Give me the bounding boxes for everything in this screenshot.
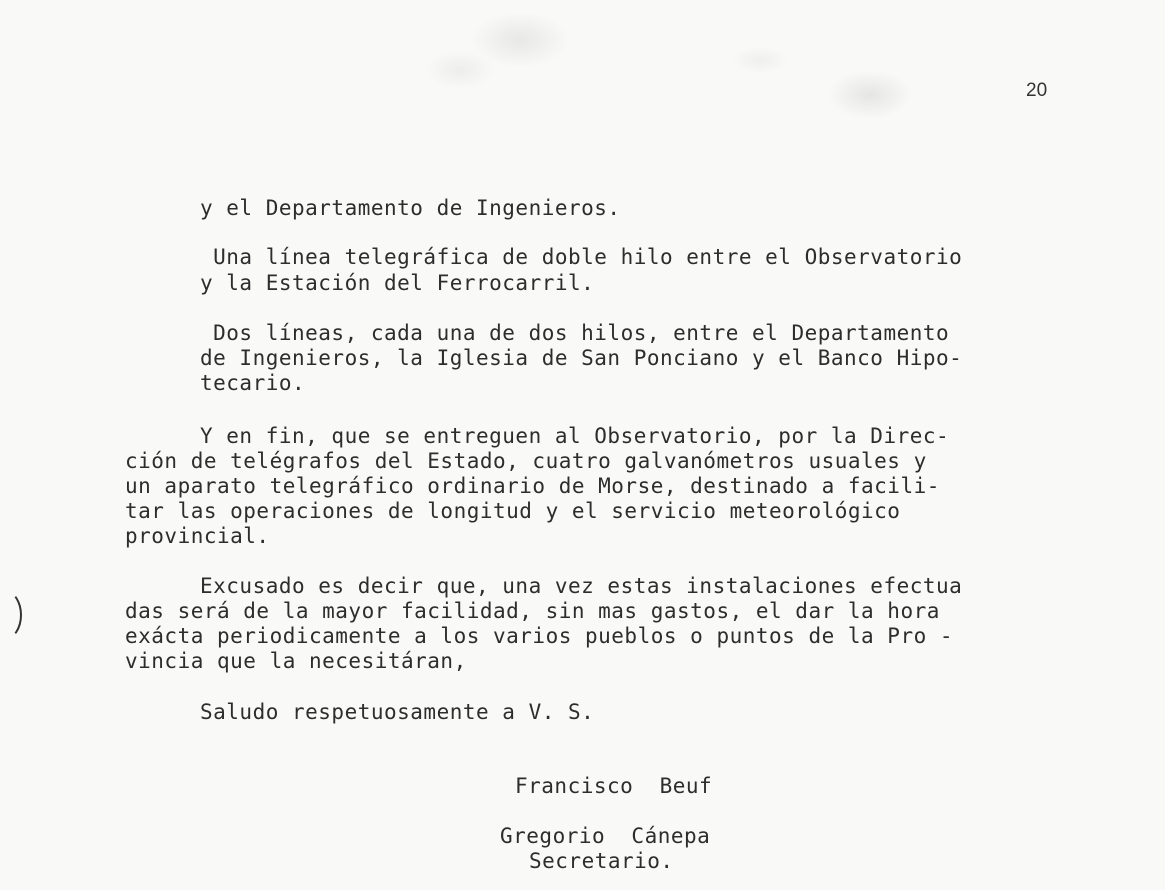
text-line: Saludo respetuosamente a V. S. — [200, 700, 595, 724]
margin-mark — [0, 590, 22, 640]
signature-title: Secretario. — [529, 849, 674, 873]
text-line: provincial. — [125, 524, 270, 548]
page-number: 20 — [1026, 80, 1048, 101]
text-line: tecario. — [200, 371, 306, 395]
text-line: Y en fin, que se entreguen al Observatorio, por la Direc- — [200, 424, 950, 448]
text-line: das será de la mayor facilidad, sin mas gastos, el dar la hora — [125, 599, 940, 623]
signature-name: Francisco Beuf — [515, 774, 713, 798]
text-line: un aparato telegráfico ordinario de Morse, destinado a facili- — [125, 474, 940, 498]
text-line: de Ingenieros, la Iglesia de San Ponciano y el Banco Hipo- — [200, 346, 963, 370]
text-line: y el Departamento de Ingenieros. — [200, 196, 621, 220]
text-line: Una línea telegráfica de doble hilo entre el Observatorio — [200, 245, 963, 269]
text-line: Excusado es decir que, una vez estas instalaciones efectua — [200, 574, 963, 598]
text-line: tar las operaciones de longitud y el servicio meteorológico — [125, 499, 901, 523]
signature-name: Gregorio Cánepa — [500, 824, 711, 848]
text-line: ción de telégrafos del Estado, cuatro galvanómetros usuales y — [125, 449, 927, 473]
text-line: exácta periodicamente a los varios pueblos o puntos de la Pro - — [125, 624, 954, 648]
text-line: y la Estación del Ferrocarril. — [200, 271, 595, 295]
text-line: vincia que la necesitáran, — [125, 649, 467, 673]
text-line: Dos líneas, cada una de dos hilos, entre el Departamento — [200, 321, 950, 345]
